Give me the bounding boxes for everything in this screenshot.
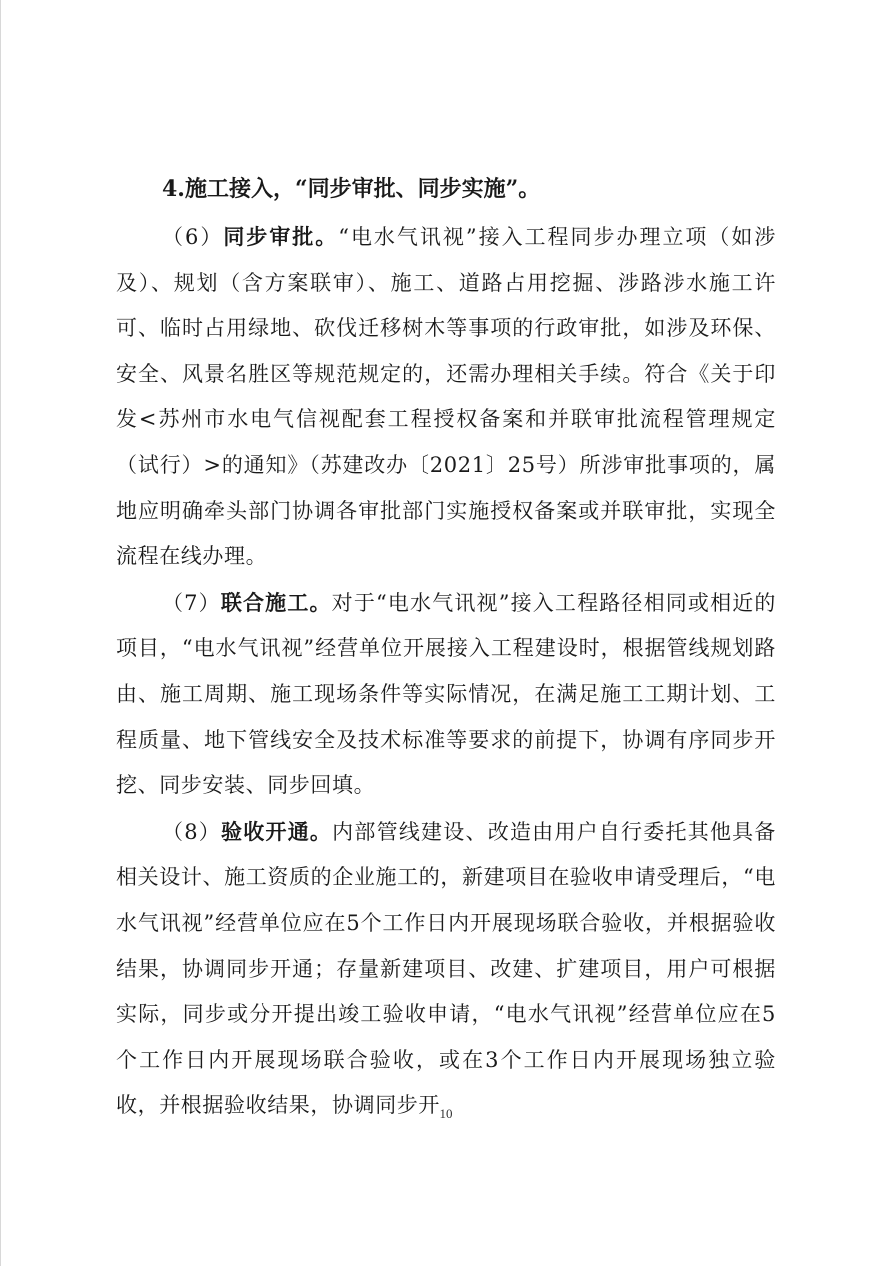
page-edge <box>0 0 1 1266</box>
paragraph-text: 内部管线建设、改造由用户自行委托其他具备相关设计、施工资质的企业施工的，新建项目在验收申请受理后，“电水气讯视”经营单位应在5个工作日内开展现场联合验收，并根据验收结果，协调同步开通；存量新建项目、改建、扩建项目，用户可根据实际，同步或分开提出竣工验收申请，“电水气讯视”经营单位应在5个工作日内开展现场联合验收，或在3个工作日内开展现场独立验收，并根据验收结果，协调同步开 <box>116 819 776 1118</box>
paragraph-prefix: （7） <box>162 590 221 615</box>
paragraph-lead: 验收开通。 <box>221 818 333 844</box>
paragraph-joint-construction <box>116 580 776 809</box>
document-body <box>116 166 776 1129</box>
paragraph-lead: 联合施工。 <box>220 589 332 615</box>
section-heading: 4.施工接入，“同步审批、同步实施”。 <box>162 176 541 202</box>
paragraph-prefix: （6） <box>162 225 224 249</box>
paragraph-acceptance <box>116 809 776 1129</box>
paragraph-lead: 同步审批。 <box>223 224 339 249</box>
paragraph-sync-approval <box>116 214 776 580</box>
paragraph-prefix: （8） <box>162 819 222 844</box>
paragraph-text: “电水气讯视”接入工程同步办理立项（如涉及）、规划（含方案联审）、施工、道路占用挖掘、涉路涉水施工许可、临时占用绿地、砍伐迁移树木等事项的行政审批，如涉及环保、安全、风景名胜区等规范规定的，还需办理相关手续。符合《关于印发<苏州市水电气信视配套工程授权备案和并联审批流程管理规定（试行）>的通知》（苏建改办〔2021〕25号）所涉审批事项的，属地应明确牵头部门协调各审批部门实施授权备案或并联审批，实现全流程在线办理。 <box>116 225 776 569</box>
paragraph-text: 对于“电水气讯视”接入工程路径相同或相近的项目，“电水气讯视”经营单位开展接入工程建设时，根据管线规划路由、施工周期、施工现场条件等实际情况，在满足施工工期计划、工程质量、地下管线安全及技术标准等要求的前提下，协调有序同步开挖、同步安装、同步回填。 <box>116 590 776 798</box>
page-number: 10 <box>439 1106 453 1121</box>
